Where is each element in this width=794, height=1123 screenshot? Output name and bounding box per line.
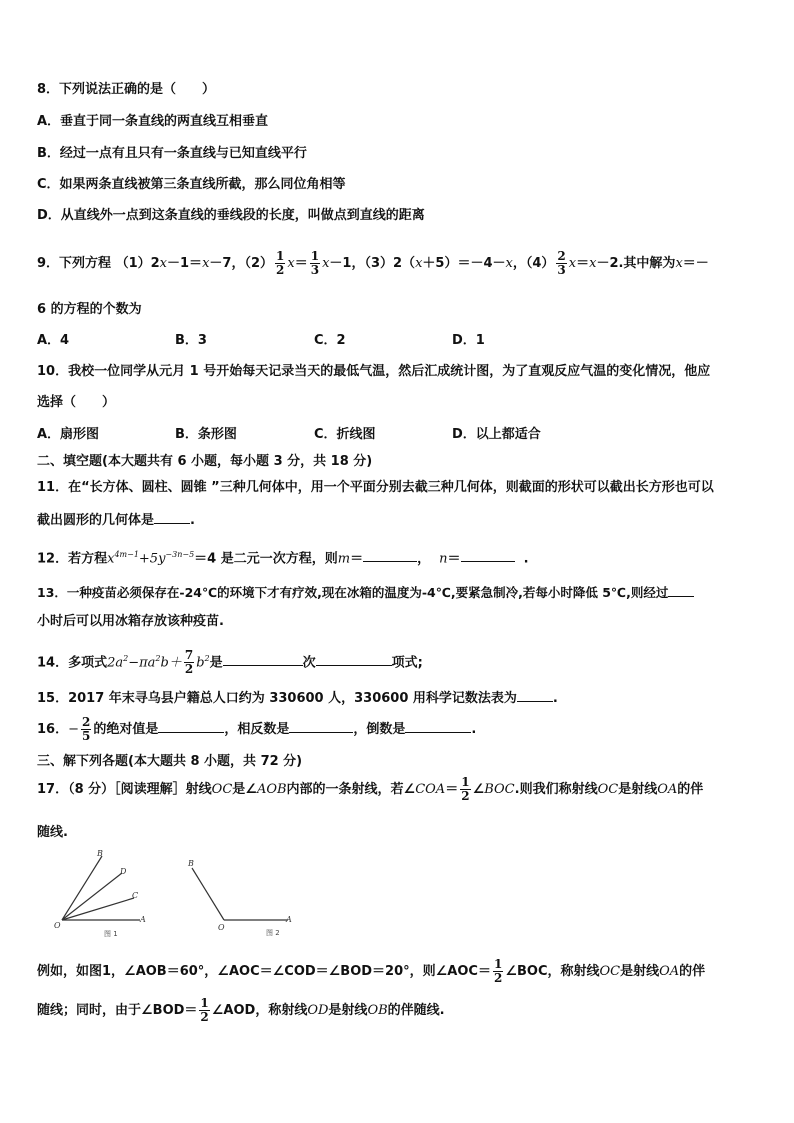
answer-blank — [517, 688, 553, 702]
figure-2-caption: 图 2 — [266, 929, 280, 937]
q17-stem: 17．（8 分）［阅读理解］射线OC是∠AOB内部的一条射线，若∠COA＝ $\frac{1}{2}$ ∠BOC.则我们称射线OC是射线OA的伴 — [37, 775, 704, 803]
answer-blank — [154, 510, 190, 524]
fraction-one-half: $\frac{1}{2}$ — [461, 775, 470, 803]
answer-blank — [223, 652, 303, 666]
q15-stem: 15．2017 年末寻乌县户籍总人口约为 330600 人，330600 用科学记数法表为 . — [37, 688, 558, 708]
fraction-one-third: $\frac{1}{3}$ — [310, 249, 320, 277]
q8-stem: 8．下列说法正确的是（ ） — [37, 82, 216, 97]
answer-blank — [289, 719, 353, 733]
section-heading-fill-in: 二、填空题(本大题共有 6 小题，每小题 3 分，共 18 分) — [37, 454, 373, 469]
answer-blank — [316, 652, 392, 666]
fraction-one-half: $\frac{1}{2}$ — [276, 249, 285, 277]
q9-option-d: D．1 — [452, 333, 485, 348]
q17-example-line1: 例如，如图1，∠AOB＝60°，∠AOC＝∠COD＝∠BOD＝20°，则∠AOC＝ $\frac{1}{2}$ ∠BOC，称射线OC是射线OA的伴 — [37, 957, 706, 985]
label-a: A — [286, 915, 292, 924]
section-heading-solve: 三、解下列各题(本大题共 8 小题，共 72 分) — [37, 754, 303, 769]
q10-stem: 10．我校一位同学从元月 1 号开始每天记录当天的最低气温，然后汇成统计图，为了直观反应气温的变化情况，他应 — [37, 364, 711, 379]
q14-stem: 14．多项式$2a^2-\pi a^2b+$ $\frac{7}{2}$ $b^2$是 次 项式; — [37, 648, 423, 677]
q13-stem: 13．一种疫苗必须保存在-24℃的环境下才有疗效,现在冰箱的温度为-4℃,要紧急制冷,若每小时降低 5℃,则经过 — [37, 583, 694, 602]
answer-blank — [405, 719, 471, 733]
q8-option-c: C．如果两条直线被第三条直线所截，那么同位角相等 — [37, 177, 346, 192]
ray-od — [62, 873, 122, 920]
q10-option-b: B．条形图 — [175, 427, 237, 442]
q9-stem: 9．下列方程 （1）2x－1＝x－7，（2） $\frac{1}{2}$ x＝ $\frac{1}{3}$ x－1，（3）2（x＋5）＝－4－x，（4） $\frac{2}{3}$ x＝x－2.其中解为x＝－ — [37, 249, 709, 277]
q8-option-d: D．从直线外一点到这条直线的垂线段的长度，叫做点到直线的距离 — [37, 208, 425, 223]
q9-stem-line2: 6 的方程的个数为 — [37, 302, 142, 317]
answer-blank — [158, 719, 224, 733]
label-c: C — [132, 891, 139, 900]
fraction-one-half: $\frac{1}{2}$ — [200, 996, 209, 1024]
q13-stem-line2: 小时后可以用冰箱存放该种疫苗. — [37, 614, 224, 629]
figure-1-rays-diagram — [52, 848, 152, 940]
fraction-one-half: $\frac{1}{2}$ — [493, 957, 503, 985]
fraction-seven-halves: $\frac{7}{2}$ — [184, 648, 194, 677]
q9-option-c: C．2 — [314, 333, 346, 348]
q9-option-a: A．4 — [37, 333, 70, 348]
label-d: D — [120, 867, 127, 876]
q11-stem-line2: 截出圆形的几何体是 . — [37, 510, 195, 530]
label-o: O — [54, 921, 61, 930]
q17-example-line2: 随线；同时，由于∠BOD＝ $\frac{1}{2}$ ∠AOD，称射线OD是射线OB的伴随线. — [37, 996, 445, 1024]
q16-stem: 16．− $\frac{2}{5}$ 的绝对值是 ，相反数是 ，倒数是 . — [37, 715, 477, 743]
q12-stem: 12．若方程$x^{4m-1}+5y^{-3n-5}=4$ 是二元一次方程，则m＝ ， n＝ . — [37, 550, 529, 567]
figure-2-rays-diagram — [184, 856, 296, 940]
q9-option-b: B．3 — [175, 333, 207, 348]
figure-1-caption: 图 1 — [104, 930, 118, 938]
answer-blank — [461, 548, 515, 562]
q17-stem-line2: 随线. — [37, 825, 68, 840]
label-a: A — [140, 915, 146, 924]
ray-ob — [192, 868, 224, 920]
answer-blank — [363, 548, 417, 562]
label-b: B — [188, 859, 194, 868]
ray-oc — [62, 898, 134, 920]
answer-blank — [668, 583, 694, 597]
q8-option-b: B．经过一点有且只有一条直线与已知直线平行 — [37, 146, 307, 161]
label-o: O — [218, 923, 225, 932]
fraction-two-fifths: $\frac{2}{5}$ — [82, 715, 91, 743]
q10-option-c: C．折线图 — [314, 427, 376, 442]
q11-stem: 11．在“长方体、圆柱、圆锥 ”三种几何体中，用一个平面分别去截三种几何体，则截面的形状可以截出长方形也可以 — [37, 480, 714, 495]
label-b: B — [97, 849, 103, 858]
ray-ob — [62, 856, 102, 920]
q10-stem-line2: 选择（ ） — [37, 395, 116, 410]
q10-option-a: A．扇形图 — [37, 427, 100, 442]
q8-option-a: A．垂直于同一条直线的两直线互相垂直 — [37, 114, 269, 129]
fraction-two-thirds: $\frac{2}{3}$ — [557, 249, 566, 277]
q10-option-d: D．以上都适合 — [452, 427, 541, 442]
